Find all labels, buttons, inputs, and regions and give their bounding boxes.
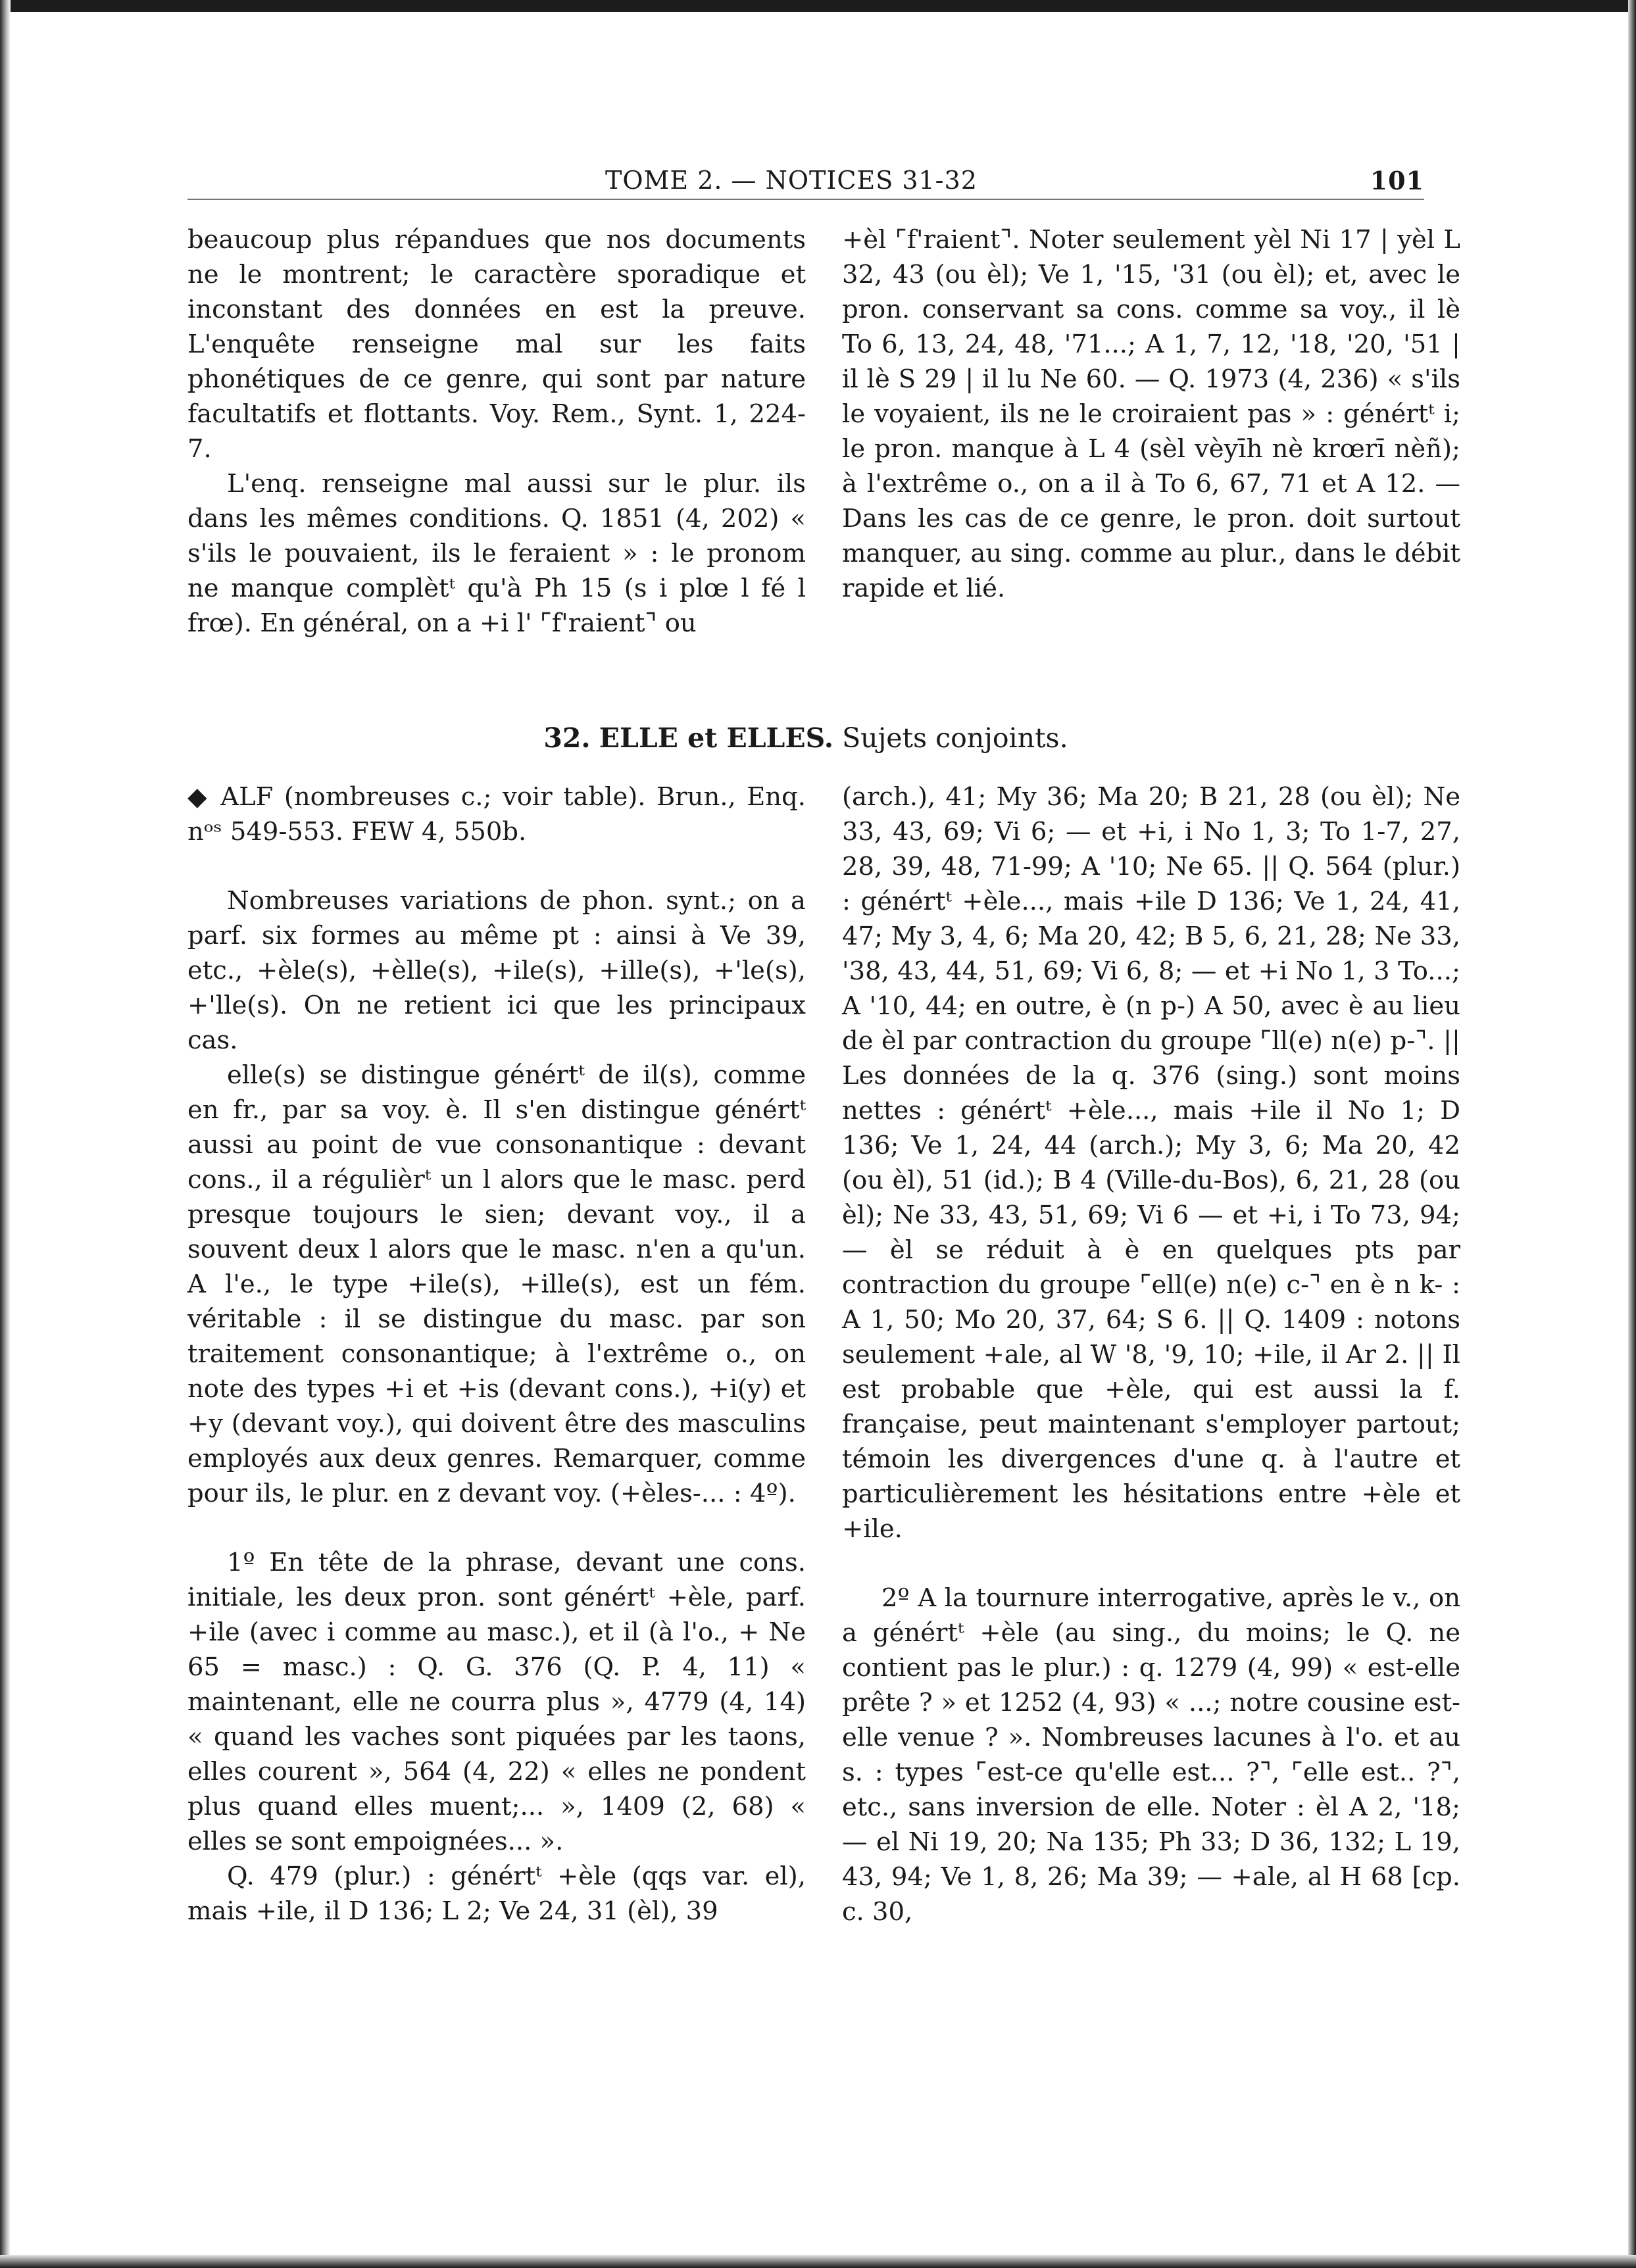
section-number: 32. xyxy=(543,722,591,754)
page-number: 101 xyxy=(1370,166,1424,195)
paragraph: elle(s) se distingue génértᵗ de il(s), comme en fr., par sa voy. è. Il s'en distingue génértᵗ aussi au point de vue consonantique : devant cons., il a régulièrᵗ un l alors que le masc. perd presque toujours le sien; devant voy., il a souvent deux l alors que le masc. n'en a qu'un. A l'e., le type +ile(s), +ille(s), est un fém. véritable : il se distingue du masc. par son traitement consonantique; à l'extrême o., on note des types +i et +is (devant cons.), +i(y) et +y (devant voy.), qui doivent être des masculins employés aux deux genres. Remarquer, comme pour ils, le plur. en z devant voy. (+èles-... : 4º). xyxy=(187,1060,806,1508)
right-column xyxy=(842,779,1460,1929)
paragraph: Nombreuses variations de phon. synt.; on a parf. six formes au même pt : ainsi à Ve 39, etc., +èle(s), +èlle(s), +ile(s), +ille(s), +'le(s), +'lle(s). On ne retient ici que les principaux cas. xyxy=(187,886,806,1055)
left-column xyxy=(187,779,806,1929)
running-head-title: TOME 2. — NOTICES 31-32 xyxy=(605,166,978,195)
paragraph: Q. 479 (plur.) : génértᵗ +èle (qqs var. el), mais +ile, il D 136; L 2; Ve 24, 31 (èl), 39 xyxy=(187,1861,806,1926)
paragraph: (arch.), 41; My 36; Ma 20; B 21, 28 (ou èl); Ne 33, 43, 69; Vi 6; — et +i, i No 1, 3; To 1-7, 27, 28, 39, 48, 71-99; A '10; Ne 65. || Q. 564 (plur.) : génértᵗ +èle..., mais +ile D 136; Ve 1, 24, 41, 47; My 3, 4, 6; Ma 20, 42; B 5, 6, 21, 28; Ne 33, '38, 43, 44, 51, 69; Vi 6, 8; — et +i No 1, 3 To...; A '10, 44; en outre, è (n p-) A 50, avec è au lieu de èl par contraction du groupe ⌜ll(e) n(e) p-⌝. || Les données de la q. 376 (sing.) sont moins nettes : génértᵗ +èle..., mais +ile il No 1; D 136; Ve 1, 24, 44 (arch.); My 3, 6; Ma 20, 42 (ou èl), 51 (id.); B 4 (Ville-du-Bos), 6, 21, 28 (ou èl); Ne 33, 43, 51, 69; Vi 6 — et +i, i To 73, 94; — èl se réduit à è en quelques pts par contraction du groupe ⌜ell(e) n(e) c-⌝ en è n k- : A 1, 50; Mo 20, 37, 64; S 6. || Q. 1409 : notons seulement +ale, al W '8, '9, 10; +ile, il Ar 2. || Il est probable que +èle, qui est aussi la f. française, peut maintenant s'employer partout; témoin les divergences d'une q. à l'autre et particulièrement les hésitations entre +èle et +ile. xyxy=(842,782,1460,1544)
paragraph: 1º En tête de la phrase, devant une cons. initiale, les deux pron. sont génértᵗ +èle, parf. +ile (avec i comme au masc.), et il (à l'o., + Ne 65 = masc.) : Q. G. 376 (Q. P. 4, 11) « maintenant, elle ne courra plus », 4779 (4, 14) « quand les vaches sont piquées par les taons, elles courent », 564 (4, 22) « elles ne pondent plus quand elles muent;... », 1409 (2, 68) « elles se sont empoignées... ». xyxy=(187,1548,806,1856)
top-left-column xyxy=(187,222,806,641)
section-heading xyxy=(187,722,1424,754)
section-title-main: ELLE et ELLES. xyxy=(599,722,834,754)
section-title-sub: Sujets conjoints. xyxy=(842,722,1068,754)
scan-border-top xyxy=(0,0,1636,12)
header-rule xyxy=(187,199,1424,200)
paragraph: +èl ⌜f'raient⌝. Noter seulement yèl Ni 17 | yèl L 32, 43 (ou èl); Ve 1, '15, '31 (ou èl); et, avec le pron. conservant sa cons. comme sa voy., il lè To 6, 13, 24, 48, '71...; A 1, 7, 12, '18, '20, '51 | il lè S 29 | il lu Ne 60. — Q. 1973 (4, 236) « s'ils le voyaient, ils ne le croiraient pas » : génértᵗ i; le pron. manque à L 4 (sèl vèyīh nè krœrī nèñ); à l'extrême o., on a il à To 6, 67, 71 et A 12. — Dans les cas de ce genre, le pron. doit surtout manquer, au sing. comme au plur., dans le débit rapide et lié. xyxy=(842,225,1460,603)
reference-line: ◆ ALF (nombreuses c.; voir table). Brun., Enq. nᵒˢ 549-553. FEW 4, 550b. xyxy=(187,782,806,847)
paragraph: beaucoup plus répandues que nos documents ne le montrent; le caractère sporadique et inconstant des données en est la preuve. L'enquête renseigne mal sur les faits phonétiques de ce genre, qui sont par nature facultatifs et flottants. Voy. Rem., Synt. 1, 224-7. xyxy=(187,225,806,464)
scan-border-left xyxy=(0,0,11,2268)
top-right-column xyxy=(842,222,1460,606)
scan-border-bottom xyxy=(0,2255,1636,2268)
paragraph: 2º A la tournure interrogative, après le v., on a génértᵗ +èle (au sing., du moins; le Q. ne contient pas le plur.) : q. 1279 (4, 99) « est-elle prête ? » et 1252 (4, 93) « ...; notre cousine est-elle venue ? ». Nombreuses lacunes à l'o. et au s. : types ⌜est-ce qu'elle est... ?⌝, ⌜elle est.. ?⌝, etc., sans inversion de elle. Noter : èl A 2, '18; — el Ni 19, 20; Na 135; Ph 33; D 36, 132; L 19, 43, 94; Ve 1, 8, 26; Ma 39; — +ale, al H 68 [cp. c. 30, xyxy=(842,1583,1460,1927)
paragraph: L'enq. renseigne mal aussi sur le plur. ils dans les mêmes conditions. Q. 1851 (4, 202) « s'ils le pouvaient, ils le feraient » : le pronom ne manque complètᵗ qu'à Ph 15 (s i plœ l fé l frœ). En général, on a +i l' ⌜f'raient⌝ ou xyxy=(187,469,806,638)
scan-border-right xyxy=(1628,0,1636,2268)
